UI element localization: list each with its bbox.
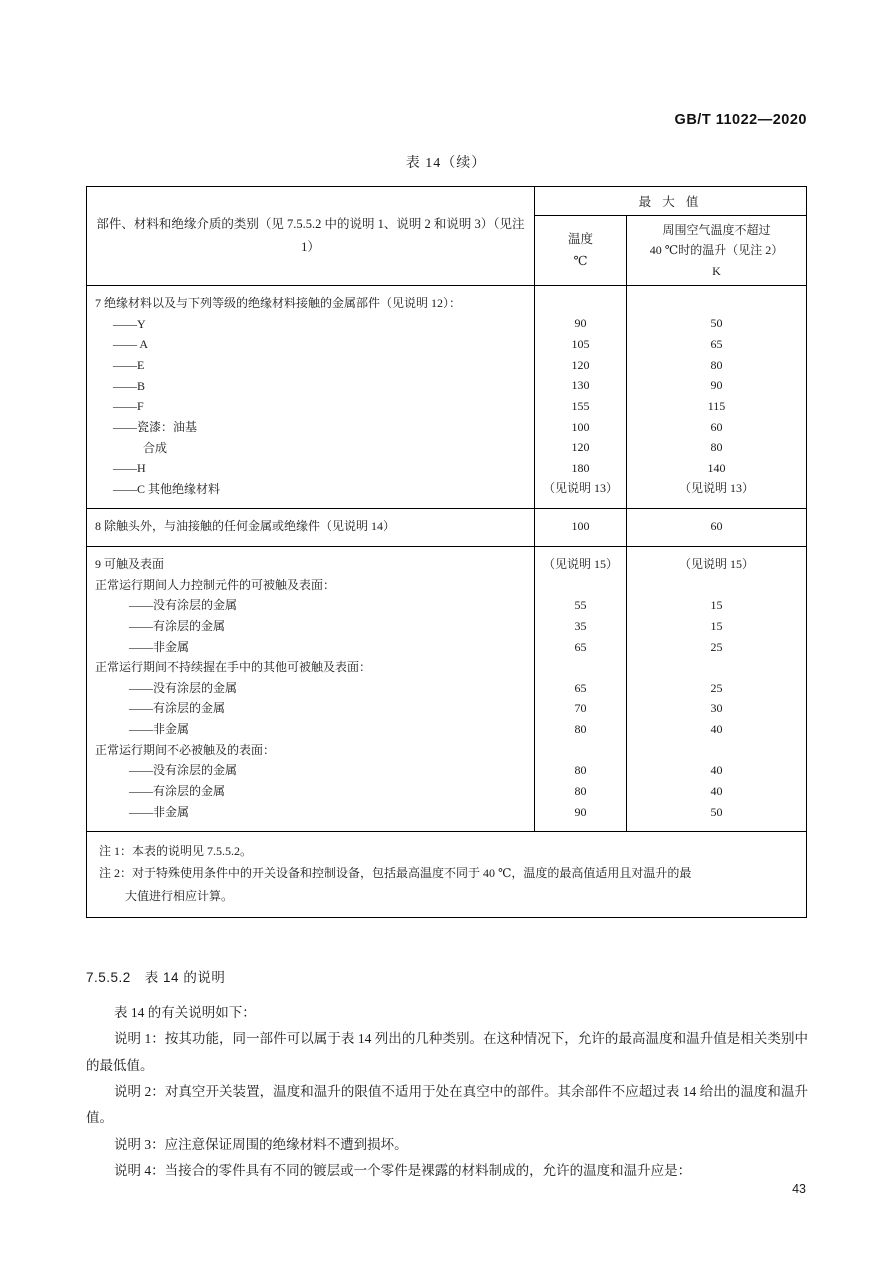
value: （见说明 13） [542, 481, 618, 496]
list-item: ——E [113, 358, 145, 373]
value: 25 [710, 639, 723, 654]
value: 120 [571, 440, 590, 455]
list-item: ——非金属 [129, 804, 190, 819]
header-temperature-rise-cell [627, 216, 807, 286]
footnote-2-continued: 大值进行相应计算。 [125, 888, 234, 903]
value: 90 [574, 316, 587, 331]
row-7-temperature-values [535, 286, 627, 509]
paragraph: 说明 2：对真空开关装置，温度和温升的限值不适用于处在真空中的部件。其余部件不应超过表 14 给出的温度和温升值。 [86, 1083, 808, 1126]
table-footnotes-row [87, 832, 807, 918]
value: 15 [710, 618, 723, 633]
list-item: ——有涂层的金属 [129, 783, 226, 798]
value: 105 [571, 337, 590, 352]
list-item: ——有涂层的金属 [129, 618, 226, 633]
value: 40 [710, 763, 723, 778]
value: 40 [710, 722, 723, 737]
value: 140 [707, 460, 726, 475]
value: 30 [710, 701, 723, 716]
list-item: ——瓷漆：油基 [113, 419, 198, 434]
value: 25 [710, 680, 723, 695]
header-rise-line2: 40 ℃时的温升（见注 2） [649, 243, 784, 258]
value: 50 [710, 316, 723, 331]
footnote-1: 注 1：本表的说明见 7.5.5.2。 [99, 844, 253, 859]
section-body [86, 1000, 808, 1184]
row-8-category: 8 除触头外，与油接触的任何金属或绝缘件（见说明 14） [87, 509, 535, 547]
list-item: ——非金属 [129, 722, 190, 737]
header-rise-unit: K [712, 263, 721, 278]
list-item: ——非金属 [129, 639, 190, 654]
table-row [87, 286, 807, 509]
section-number: 7.5.5.2 [86, 970, 131, 985]
value: 65 [710, 337, 723, 352]
list-item: 合成 [143, 440, 168, 455]
value: 35 [574, 618, 587, 633]
paragraph: 说明 3：应注意保证周围的绝缘材料不遭到损坏。 [114, 1136, 408, 1152]
value: 115 [707, 398, 726, 413]
value: 55 [574, 598, 587, 613]
list-item: ——有涂层的金属 [129, 701, 226, 716]
section-title: 表 14 的说明 [144, 970, 226, 985]
value: 130 [571, 378, 590, 393]
list-item: ——没有涂层的金属 [129, 763, 238, 778]
value: （见说明 15） [542, 557, 618, 572]
header-temperature-cell [535, 216, 627, 286]
standard-number-header: GB/T 11022—2020 [674, 112, 807, 128]
value: 80 [710, 357, 723, 372]
table-row [87, 509, 807, 547]
list-item: ——Y [113, 316, 146, 331]
value: 50 [710, 804, 723, 819]
header-rise-line1: 周围空气温度不超过 [662, 223, 771, 237]
header-temperature-unit: ℃ [573, 253, 588, 268]
table-footnotes [87, 832, 807, 918]
list-item: ——C 其他绝缘材料 [113, 481, 221, 496]
row-8-rise-value: 60 [627, 509, 807, 547]
list-item: ——B [113, 378, 146, 393]
row-7-item-list [95, 314, 526, 500]
value: 80 [710, 440, 723, 455]
list-item: ——没有涂层的金属 [129, 598, 238, 613]
paragraph: 说明 1：按其功能，同一部件可以属于表 14 列出的几种类别。在这种情况下，允许的最高温度和温升值是相关类别中的最低值。 [86, 1031, 808, 1073]
value: 180 [571, 460, 590, 475]
value: 90 [710, 378, 723, 393]
value: 80 [574, 763, 587, 778]
table-row [87, 547, 807, 832]
list-item: ——F [113, 399, 144, 414]
value: 15 [710, 598, 723, 613]
row-9-category [87, 547, 535, 832]
list-item: 正常运行期间不必被触及的表面： [95, 742, 276, 757]
row-7-title: 7 绝缘材料以及与下列等级的绝缘材料接触的金属部件（见说明 12）： [95, 296, 462, 311]
row-7-rise-values [627, 286, 807, 509]
row-9-title: 9 可触及表面 [95, 557, 165, 572]
header-category-cell: 部件、材料和绝缘介质的类别（见 7.5.5.2 中的说明 1、说明 2 和说明 3）（见注 1） [87, 187, 535, 286]
list-item: 正常运行期间人力控制元件的可被触及表面： [95, 577, 336, 592]
value: （见说明 15） [679, 557, 755, 572]
section-heading [86, 966, 225, 986]
row-8-temperature-value: 100 [535, 509, 627, 547]
list-item: ——没有涂层的金属 [129, 680, 238, 695]
header-temperature-label: 温度 [567, 232, 593, 247]
value: 120 [571, 357, 590, 372]
header-max-value-cell: 最 大 值 [535, 187, 807, 216]
temperature-limits-table [86, 186, 807, 918]
row-9-rise-values [627, 547, 807, 832]
list-item: 正常运行期间不持续握在手中的其他可被触及表面： [95, 660, 372, 675]
row-9-item-list [95, 575, 526, 823]
row-7-category [87, 286, 535, 509]
value: 65 [574, 680, 587, 695]
value: 65 [574, 639, 587, 654]
value: 60 [710, 419, 723, 434]
value: 80 [574, 722, 587, 737]
value: 40 [710, 783, 723, 798]
value: （见说明 13） [679, 481, 755, 496]
value: 90 [574, 804, 587, 819]
value: 70 [574, 701, 587, 716]
row-9-temperature-values [535, 547, 627, 832]
table-caption: 表 14（续） [405, 156, 487, 171]
footnote-2: 注 2：对于特殊使用条件中的开关设备和控制设备，包括最高温度不同于 40 ℃，温度的最高值适用且对温升的最 [99, 866, 692, 881]
list-item: ——H [113, 461, 146, 476]
value: 100 [571, 419, 590, 434]
paragraph: 表 14 的有关说明如下： [114, 1005, 256, 1020]
page-number: 43 [792, 1182, 806, 1196]
table-header-row-1 [87, 187, 807, 216]
value: 80 [574, 783, 587, 798]
paragraph: 说明 4：当接合的零件具有不同的镀层或一个零件是裸露的材料制成的，允许的温度和温升应是： [114, 1162, 692, 1178]
list-item: —— A [113, 337, 149, 352]
value: 155 [571, 398, 590, 413]
